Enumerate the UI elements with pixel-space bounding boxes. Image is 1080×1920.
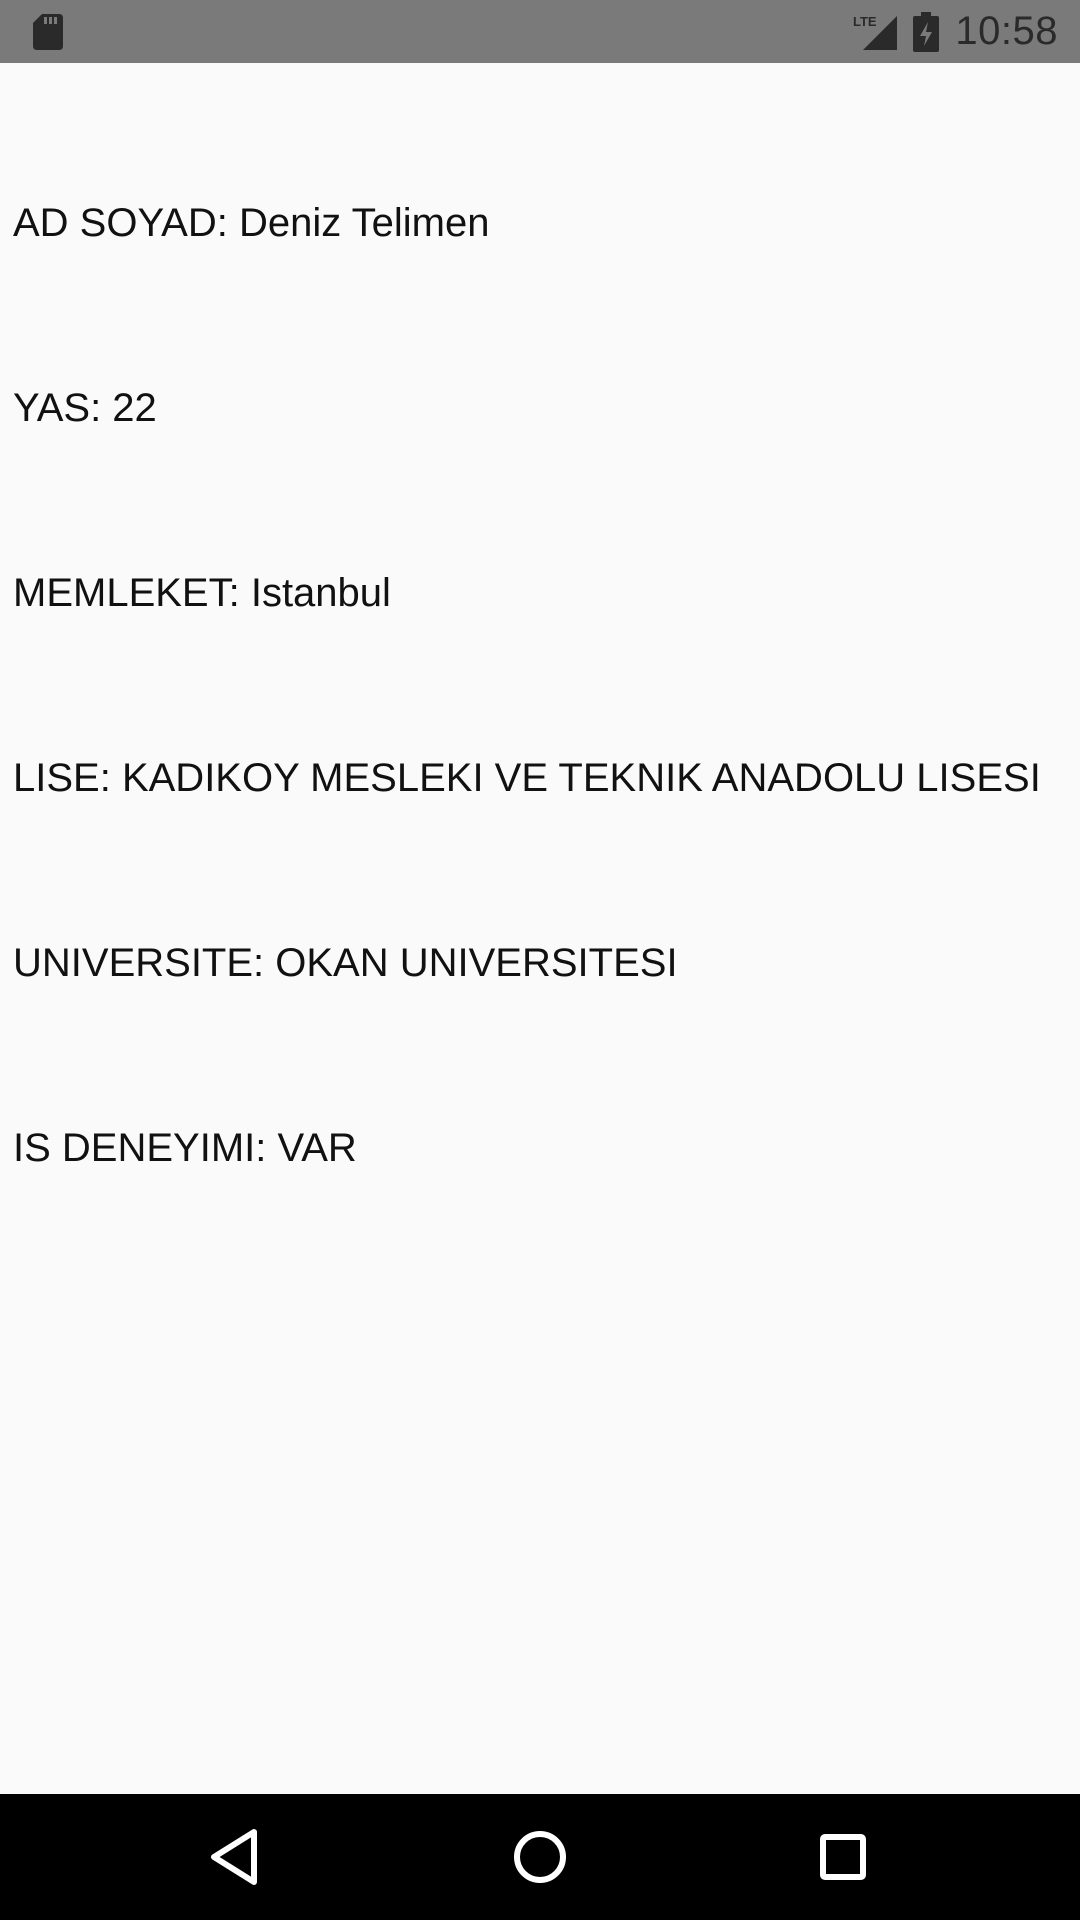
high-school-line: LISE: KADIKOY MESLEKI VE TEKNIK ANADOLU LISESI xyxy=(13,756,1041,800)
lte-label: LTE xyxy=(853,13,877,29)
battery-charging-icon xyxy=(913,12,939,52)
status-bar xyxy=(0,0,1080,63)
name-line: AD SOYAD: Deniz Telimen xyxy=(13,201,490,245)
lte-signal-icon xyxy=(853,12,899,52)
home-icon[interactable] xyxy=(505,1822,575,1892)
hometown-line: MEMLEKET: Istanbul xyxy=(13,571,391,615)
status-clock: 10:58 xyxy=(955,9,1058,53)
navigation-bar xyxy=(0,1794,1080,1920)
back-icon[interactable] xyxy=(200,1822,270,1892)
recents-icon[interactable] xyxy=(808,1822,878,1892)
status-icons xyxy=(853,0,1058,63)
university-line: UNIVERSITE: OKAN UNIVERSITESI xyxy=(13,941,678,985)
work-experience-line: IS DENEYIMI: VAR xyxy=(13,1126,357,1170)
profile-content xyxy=(0,63,1080,1793)
age-line: YAS: 22 xyxy=(13,386,157,430)
sd-card-icon xyxy=(33,14,63,50)
